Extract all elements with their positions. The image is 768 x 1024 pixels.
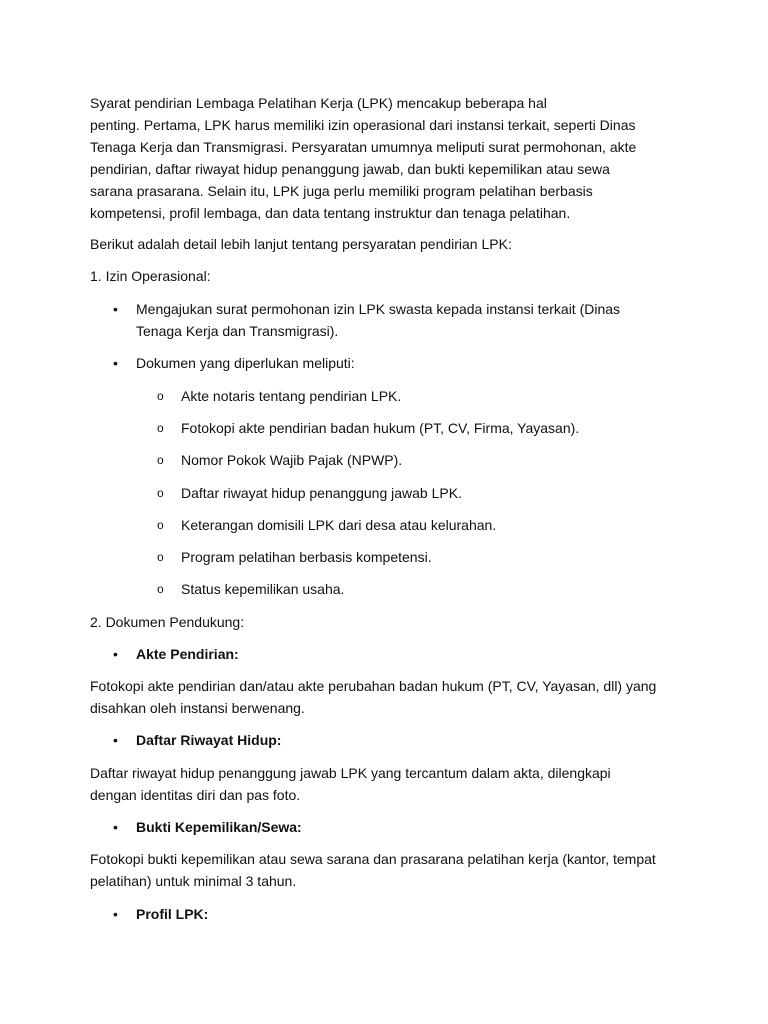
sub-bullet-icon: o [157,518,164,532]
intro-paragraph [90,92,690,224]
bullet-icon: • [113,732,118,748]
section2-item3-line: pelatihan) untuk minimal 3 tahun. [90,873,297,889]
sub-item: Nomor Pokok Wajib Pajak (NPWP). [181,452,403,468]
section2-item3-line: Fotokopi bukti kepemilikan atau sewa sarana dan prasarana pelatihan kerja (kantor, tempat [90,851,656,867]
sub-item: Keterangan domisili LPK dari desa atau kelurahan. [181,517,497,533]
section1-bullet1-line: Mengajukan surat permohonan izin LPK swasta kepada instansi terkait (Dinas [136,301,621,317]
intro-line: Syarat pendirian Lembaga Pelatihan Kerja (LPK) mencakup beberapa hal [90,95,547,111]
sub-item: Status kepemilikan usaha. [181,581,345,597]
sub-bullet-icon: o [157,389,164,403]
sub-bullet-icon: o [157,486,164,500]
section2-item1-title: Akte Pendirian: [136,646,239,662]
section2-item2-title: Daftar Riwayat Hidup: [136,732,282,748]
sub-bullet-icon: o [157,550,164,564]
bullet-icon: • [113,301,118,317]
section2-heading: 2. Dokumen Pendukung: [90,614,245,630]
sub-item: Fotokopi akte pendirian badan hukum (PT, CV, Firma, Yayasan). [181,420,580,436]
section2-item1-line: disahkan oleh instansi berwenang. [90,700,305,716]
intro-line: sarana prasarana. Selain itu, LPK juga perlu memiliki program pelatihan berbasis [90,183,593,199]
section2-item4-title: Profil LPK: [136,906,209,922]
sub-bullet-icon: o [157,421,164,435]
sub-bullet-icon: o [157,582,164,596]
section1-bullet2: Dokumen yang diperlukan meliputi: [136,355,355,371]
intro-line: pendirian, daftar riwayat hidup penanggung jawab, dan bukti kepemilikan atau sewa [90,161,610,177]
bullet-icon: • [113,819,118,835]
sub-bullet-icon: o [157,453,164,467]
section2-item2-line: dengan identitas diri dan pas foto. [90,787,301,803]
section2-item3-title: Bukti Kepemilikan/Sewa: [136,819,302,835]
sub-item: Daftar riwayat hidup penanggung jawab LPK. [181,485,462,501]
section2-item2-line: Daftar riwayat hidup penanggung jawab LPK yang tercantum dalam akta, dilengkapi [90,765,611,781]
section1-heading: 1. Izin Operasional: [90,268,211,284]
sub-item: Program pelatihan berbasis kompetensi. [181,549,432,565]
detail-intro: Berikut adalah detail lebih lanjut tentang persyaratan pendirian LPK: [90,236,512,252]
intro-line: penting. Pertama, LPK harus memiliki izin operasional dari instansi terkait, seperti Dinas [90,117,636,133]
bullet-icon: • [113,355,118,371]
section2-item1-line: Fotokopi akte pendirian dan/atau akte perubahan badan hukum (PT, CV, Yayasan, dll) yang [90,678,657,694]
intro-line: kompetensi, profil lembaga, dan data tentang instruktur dan tenaga pelatihan. [90,205,571,221]
bullet-icon: • [113,906,118,922]
section1-bullet1-line: Tenaga Kerja dan Transmigrasi). [136,323,339,339]
bullet-icon: • [113,646,118,662]
intro-line: Tenaga Kerja dan Transmigrasi. Persyaratan umumnya meliputi surat permohonan, akte [90,139,637,155]
sub-item: Akte notaris tentang pendirian LPK. [181,388,402,404]
